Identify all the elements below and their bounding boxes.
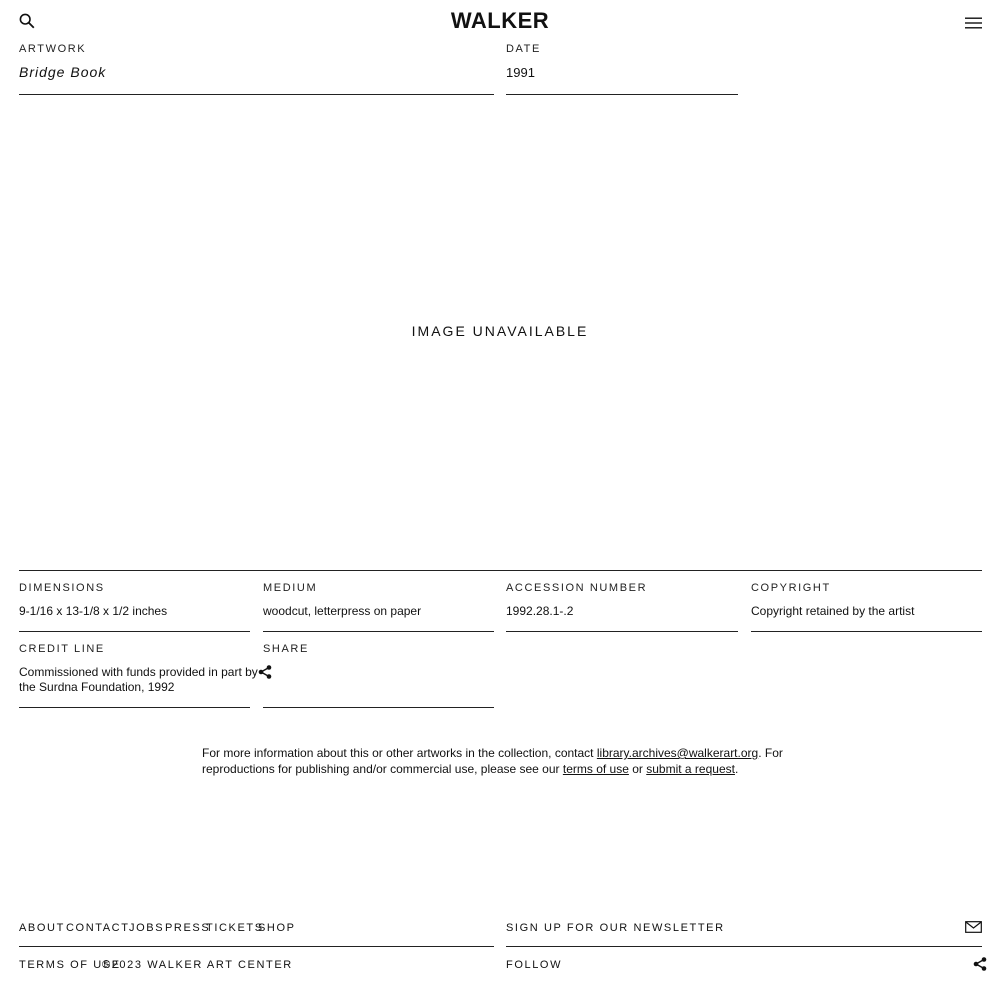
info-paragraph	[202, 745, 783, 777]
footer-copyright: ©2023 WALKER ART CENTER	[102, 959, 293, 971]
copyright-divider	[751, 631, 982, 632]
credit-line-value-2: the Surdna Foundation, 1992	[19, 680, 175, 694]
submit-request-link[interactable]: submit a request	[646, 762, 735, 776]
footer-right-rule	[506, 946, 982, 947]
image-unavailable-text: IMAGE UNAVAILABLE	[411, 323, 589, 339]
share-label: SHARE	[263, 643, 309, 655]
follow-label[interactable]: FOLLOW	[506, 959, 563, 971]
info-text: .	[734, 762, 739, 776]
date-divider	[506, 94, 738, 95]
credit-line-value-1: Commissioned with funds provided in part by	[19, 665, 258, 679]
artwork-title: Bridge Book	[19, 64, 107, 80]
footer-left-rule	[19, 946, 494, 947]
medium-label: MEDIUM	[263, 582, 318, 594]
copyright-value: Copyright retained by the artist	[751, 604, 915, 618]
share-icon[interactable]	[258, 665, 272, 679]
mail-icon[interactable]	[965, 921, 982, 933]
email-link[interactable]: library.archives@walkerart.org	[596, 746, 759, 760]
date-label: DATE	[506, 43, 541, 55]
footer-terms-link[interactable]: TERMS OF USE	[19, 959, 121, 971]
share-icon[interactable]	[973, 957, 987, 971]
info-text: or	[628, 762, 647, 776]
footer-link-about[interactable]: ABOUT	[19, 922, 65, 934]
dimensions-label: DIMENSIONS	[19, 582, 105, 594]
medium-divider	[263, 631, 494, 632]
footer-link-contact[interactable]: CONTACT	[66, 922, 130, 934]
medium-value: woodcut, letterpress on paper	[263, 604, 422, 618]
credit-line-label: CREDIT LINE	[19, 643, 105, 655]
newsletter-signup-link[interactable]: SIGN UP FOR OUR NEWSLETTER	[506, 922, 725, 934]
footer-link-tickets[interactable]: TICKETS	[206, 922, 264, 934]
artwork-divider	[19, 94, 494, 95]
footer-link-jobs[interactable]: JOBS	[129, 922, 165, 934]
details-top-rule	[19, 570, 982, 571]
info-text: reproductions for publishing and/or commercial use, please see our	[202, 762, 563, 776]
credit-line-divider	[19, 707, 250, 708]
accession-number-value: 1992.28.1-.2	[506, 604, 574, 618]
artwork-date: 1991	[506, 65, 535, 80]
terms-of-use-link[interactable]: terms of use	[562, 762, 629, 776]
copyright-label: COPYRIGHT	[751, 582, 831, 594]
share-divider	[263, 707, 494, 708]
artwork-label: ARTWORK	[19, 43, 87, 55]
footer-link-shop[interactable]: SHOP	[258, 922, 296, 934]
info-text: . For	[758, 746, 783, 760]
accession-number-label: ACCESSION NUMBER	[506, 582, 648, 594]
footer-link-press[interactable]: PRESS	[165, 922, 211, 934]
hamburger-menu-icon[interactable]	[965, 17, 982, 29]
dimensions-value: 9-1/16 x 13-1/8 x 1/2 inches	[19, 604, 168, 618]
walker-logo[interactable]: WALKER	[450, 8, 550, 33]
accession-divider	[506, 631, 738, 632]
dimensions-divider	[19, 631, 250, 632]
info-text: For more information about this or other artworks in the collection, contact	[202, 746, 597, 760]
